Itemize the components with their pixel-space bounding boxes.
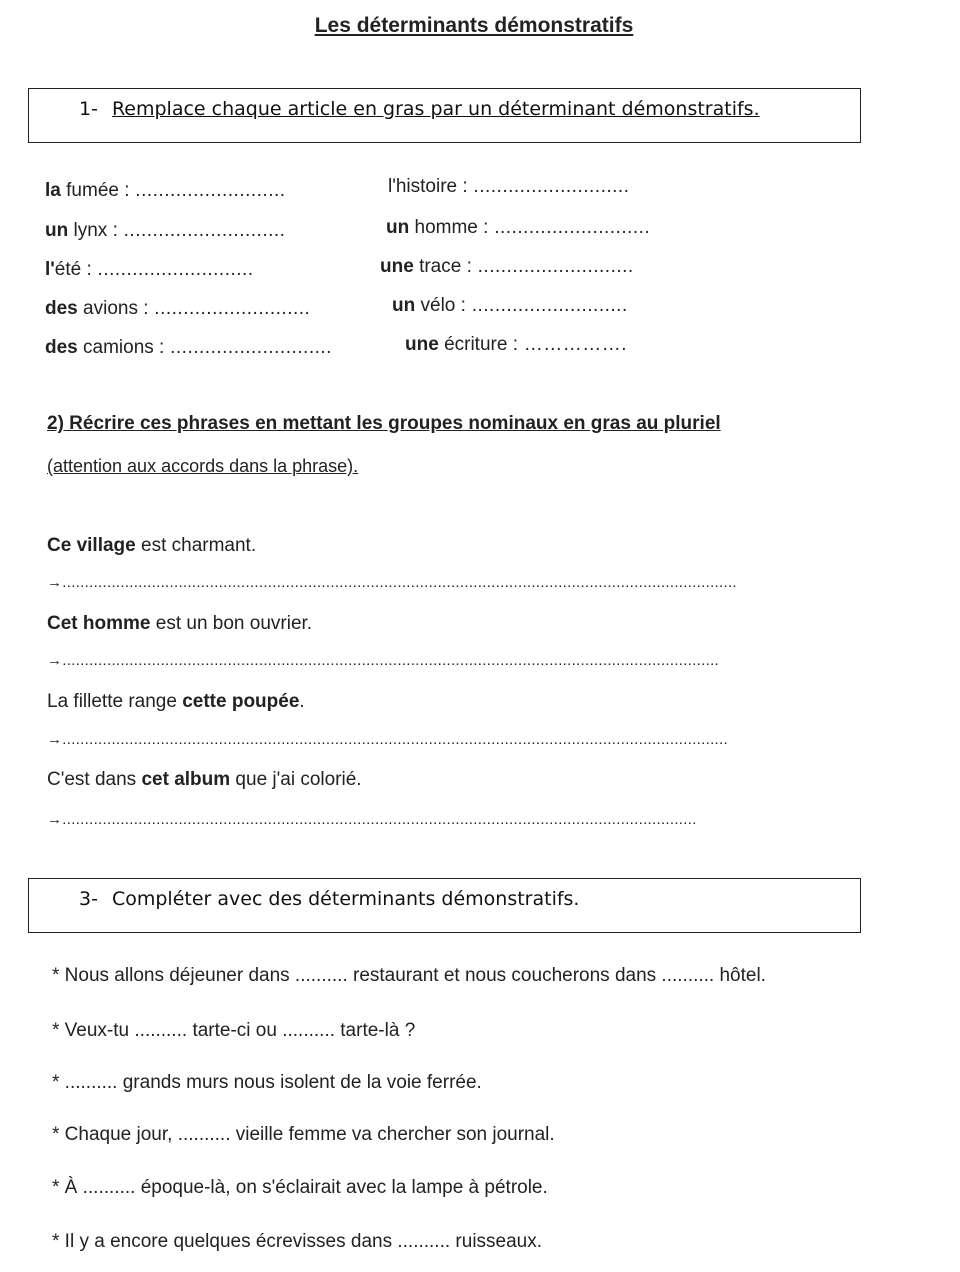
section3-number: 3- xyxy=(79,888,98,910)
sentence-3: La fillette range cette poupée. xyxy=(47,691,305,712)
fill-line-2: * Veux-tu .......... tarte-ci ou .......... tarte-là ? xyxy=(52,1020,416,1041)
answer-line-4[interactable]: →.............................................................................................................................................. xyxy=(47,811,697,828)
section2-heading: 2) Récrire ces phrases en mettant les groupes nominaux en gras au pluriel xyxy=(47,413,721,434)
section3-instruction-box xyxy=(28,878,861,933)
answer-line-3[interactable]: →..................................................................................................................................................... xyxy=(47,731,728,748)
fill-line-1: * Nous allons déjeuner dans .......... restaurant et nous coucherons dans .......... hôtel. xyxy=(52,965,766,986)
section1-number: 1- xyxy=(79,98,98,120)
exercise-item-ete: l'été : ........................... xyxy=(45,259,254,280)
exercise-item-ecriture: une écriture : ……………. xyxy=(405,334,628,355)
answer-line-2[interactable]: →................................................................................................................................................... xyxy=(47,652,720,669)
fill-line-5: * À .......... époque-là, on s'éclairait avec la lampe à pétrole. xyxy=(52,1177,548,1198)
exercise-item-la-fumee: la fumée : .......................... xyxy=(45,180,286,201)
exercise-item-velo: un vélo : ........................... xyxy=(392,295,628,316)
exercise-item-histoire: l'histoire : ........................... xyxy=(388,176,630,197)
exercise-item-avions: des avions : ........................... xyxy=(45,298,311,319)
sentence-4: C'est dans cet album que j'ai colorié. xyxy=(47,769,362,790)
fill-line-3: * .......... grands murs nous isolent de la voie ferrée. xyxy=(52,1072,482,1093)
sentence-2: Cet homme est un bon ouvrier. xyxy=(47,613,313,634)
section2-subheading: (attention aux accords dans la phrase). xyxy=(47,456,359,476)
section3-instruction: Compléter avec des déterminants démonstratifs. xyxy=(111,888,580,910)
exercise-item-camions: des camions : ............................ xyxy=(45,337,332,358)
section1-instruction-box xyxy=(28,88,861,143)
exercise-item-lynx: un lynx : ............................ xyxy=(45,220,286,241)
sentence-1: Ce village est charmant. xyxy=(47,535,257,556)
section1-instruction: Remplace chaque article en gras par un déterminant démonstratifs. xyxy=(111,98,760,120)
exercise-item-homme: un homme : ........................... xyxy=(386,217,651,238)
fill-line-6: * Il y a encore quelques écrevisses dans .......... ruisseaux. xyxy=(52,1231,543,1252)
answer-line-1[interactable]: →....................................................................................................................................................... xyxy=(47,574,737,591)
page-title: Les déterminants démonstratifs xyxy=(314,14,634,37)
fill-line-4: * Chaque jour, .......... vieille femme va chercher son journal. xyxy=(52,1124,555,1145)
exercise-item-trace: une trace : ........................... xyxy=(380,256,634,277)
